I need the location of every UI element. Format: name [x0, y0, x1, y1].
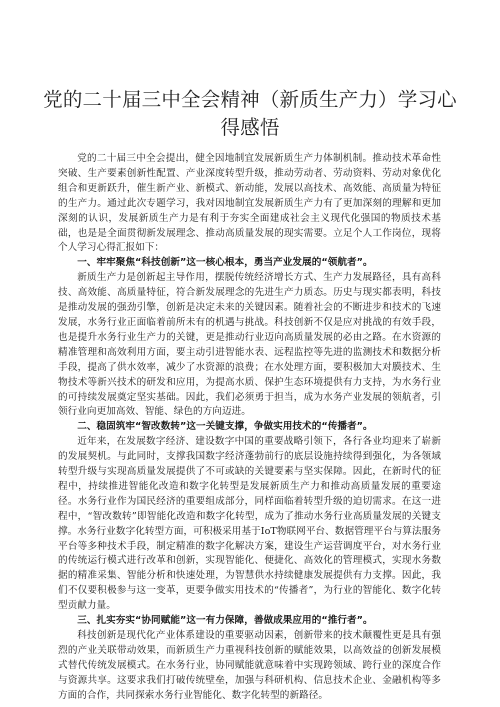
section-1-heading: 一、牢牢聚焦“科技创新”这一核心根本，勇当产业发展的“领航者”。: [77, 257, 373, 269]
section-1-paragraph: 新质生产力是创新起主导作用，摆脱传统经济增长方式、生产力发展路径，具有高科技、高效能、高质量特征，符合新发展理念的先进生产力质态。历史与现实都表明，科技是推动发展的强劲引擎，创新是决定未来的关键因素。随着社会的不断进步和技术的飞速发展，水务行业正面临着前所未有的机遇与挑战。科技创新不仅是应对挑战的有效手段，也是提升水务行业生产力的关键，更是推动行业迈向高质量发展的必由之路。在水资源的精准管理和高效利用方面，要主动引进智能水表、远程监控等先进的监测技术和数据分析手段，提高了供水效率，减少了水资源的浪费；在水处理方面，要积极加大对膜技术、生物技术等新兴技术的研发和应用，为提高水质、保护生态环境提供有力支持，为水务行业的可持续发展奠定坚实基础。因此，我们必须勇于担当，成为水务产业发展的领航者，引领行业向更加高效、智能、绿色的方向迈进。: [58, 272, 441, 418]
intro-paragraph: 党的二十届三中全会提出，健全因地制宜发展新质生产力体制机制。推动技术革命性突破、生产要素创新性配置、产业深度转型升级，推动劳动者、劳动资料、劳动对象优化组合和更新跃升，催生新产业、新模式、新动能，发展以高技术、高效能、高质量为特征的生产力。通过此次专题学习，我对因地制宜发展新质生产力有了更加深刻的理解和更加深刻的认识，发展新质生产力是有利于夯实全面建成社会主义现代化强国的物质技术基础，也是是全面贯彻新发展理念、推动高质量发展的现实需要。立足个人工作岗位，现将个人学习心得汇报如下：: [58, 153, 441, 254]
section-2-heading: 二、稳固筑牢“智改数转”这一关键支撑，争做实用技术的“传播者”。: [77, 421, 373, 433]
section-2-paragraph: 近年来，在发展数字经济、建设数字中国的重要战略引领下，各行各业均迎来了崭新的发展契机。与此同时，支撑我国数字经济蓬勃前行的底层设施持续得到强化，为各领域转型升级与实现高质量发展提供了不可或缺的关键要素与坚实保障。因此，在新时代的征程中，持续推进智能化改造和数字化转型是发展新质生产力和推动高质量发展的重要途径。水务行业作为国民经济的重要组成部分，同样面临着转型升级的迫切需求。在这一进程中，“智改数转”即智能化改造和数字化转型，成为了推动水务行业高质量发展的关键支撑。水务行业数字化转型方面，可积极采用基于IoT物联网平台、数据管理平台与算法服务平台等多种技术手段，制定精准的数字化解决方案，建设生产运营调度平台，对水务行业的传统运行模式进行改革和创新，实现智能化、便捷化、高效化的管理模式，实现水务数据的精准采集、智能分析和快速处理，为智慧供水持续健康发展提供有力支撑。因此，我们不仅要积极参与这一变革，更要争做实用技术的“传播者”，为行业的智能化、数字化转型贡献力量。: [58, 436, 441, 612]
section-3-paragraph: 科技创新是现代化产业体系建设的重要驱动因素，创新带来的技术颠覆性更是具有强烈的产业关联带动效果，而新质生产力重视科技创新的赋能效果，以高效益的创新发展模式替代传统发展模式。在水务行业，协同赋能就意味着中实现跨领域、跨行业的深度合作与资源共享。这要求我们打破传统壁垒，加强与科研机构、信息技术企业、金融机构等多方面的合作，共同探索水务行业智能化、数字化转型的新路径。: [58, 630, 441, 701]
document-title: 党的二十届三中全会精神（新质生产力）学习心得感悟: [43, 88, 457, 139]
section-3-heading: 三、扎实夯实“协同赋能”这一有力保障，善做成果应用的“推行者”。: [77, 615, 373, 627]
document-body: [58, 152, 441, 704]
